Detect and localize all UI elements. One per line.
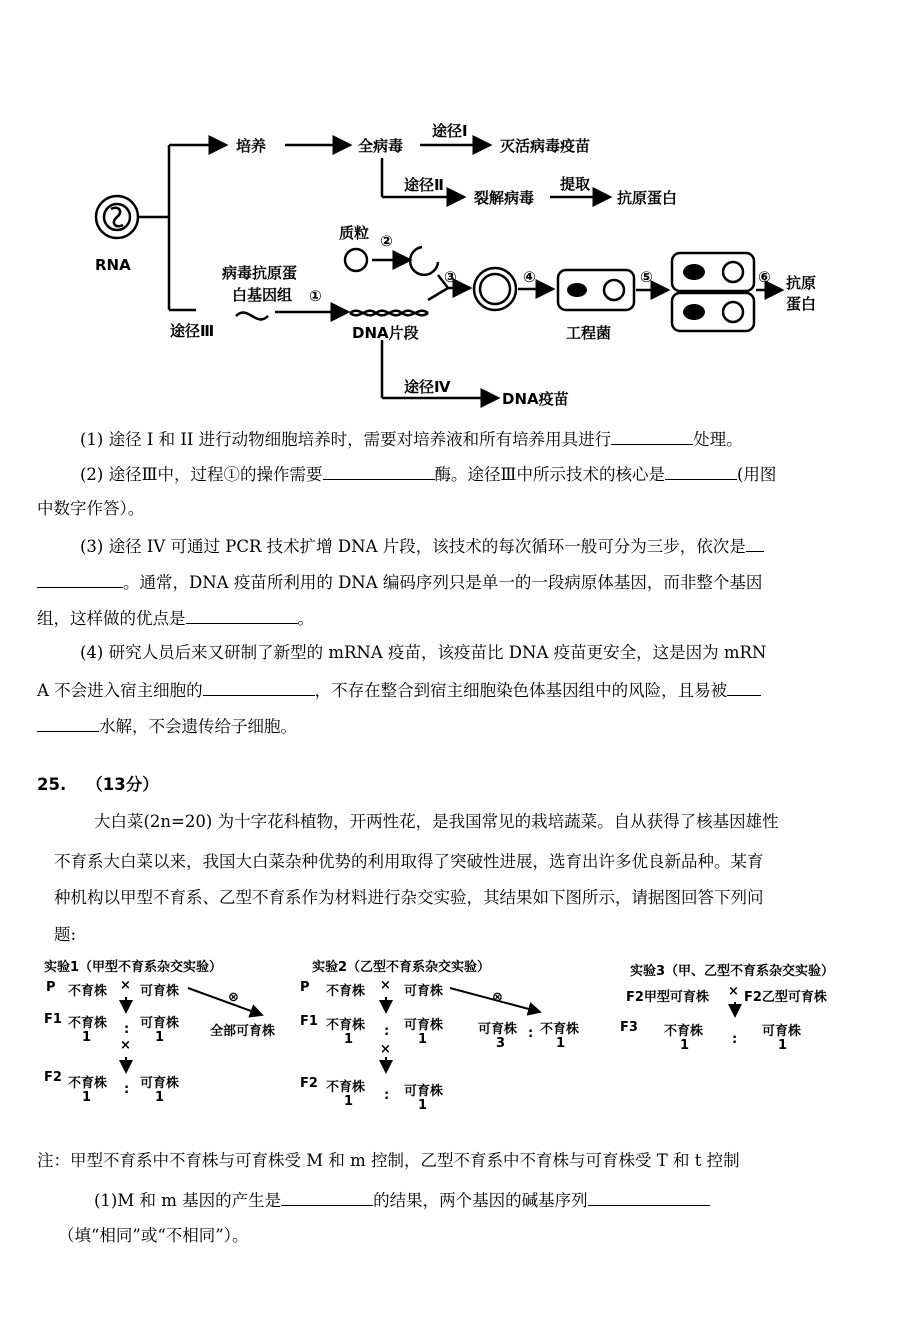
exp2-cross-2: × bbox=[380, 1042, 391, 1057]
exp3-f3-sterile-ratio: 1 bbox=[680, 1038, 690, 1053]
exp1-f2-fertile-ratio: 1 bbox=[155, 1090, 165, 1105]
dna-fragment-label: DNA片段 bbox=[352, 324, 419, 342]
exp2-f1-fertile-ratio: 1 bbox=[418, 1032, 428, 1047]
answer-blank[interactable] bbox=[727, 679, 761, 696]
q25-intro-3: 种机构以甲型不育系、乙型不育系作为材料进行杂交实验，其结果如下图所示，请据图回答下列问 bbox=[54, 888, 764, 907]
exp1-f1-sterile: 不育株 bbox=[68, 1016, 108, 1031]
vaccine-pathway-diagram bbox=[0, 0, 900, 420]
exp1-f1-sterile-ratio: 1 bbox=[82, 1030, 92, 1045]
exp1-f2-sterile: 不育株 bbox=[68, 1076, 108, 1091]
answer-blank[interactable] bbox=[588, 1189, 710, 1206]
exp3-cross: × bbox=[728, 984, 739, 999]
exp1-all-fertile: 全部可育株 bbox=[210, 1024, 276, 1039]
answer-blank[interactable] bbox=[281, 1189, 373, 1206]
exp1-cross-2: × bbox=[120, 1038, 131, 1053]
exp2-self-fertile: 可育株 bbox=[478, 1022, 518, 1037]
path3-label: 途径Ⅲ bbox=[170, 322, 215, 340]
exp2-self-fertile-ratio: 3 bbox=[496, 1036, 506, 1051]
exp2-f2-fertile: 可育株 bbox=[404, 1084, 444, 1099]
exp3-f3-colon: : bbox=[732, 1032, 738, 1047]
q24-line-9: 水解，不会遗传给子细胞。 bbox=[37, 715, 297, 737]
q24-line-2: (2) 途径Ⅲ中，过程①的操作需要 酶。途径Ⅲ中所示技术的核心是 (用图 bbox=[80, 465, 777, 484]
answer-blank[interactable] bbox=[203, 679, 315, 696]
engineered-bacteria-label: 工程菌 bbox=[566, 324, 612, 342]
q25-intro-1: 大白菜(2n=20) 为十字花科植物，开两性花，是我国常见的栽培蔬菜。自从获得了核基因雄性 bbox=[94, 812, 779, 831]
q24-line-6: 组，这样做的优点是 。 bbox=[37, 609, 314, 628]
exp2-cross: × bbox=[380, 978, 391, 993]
exp1-p-sterile: 不育株 bbox=[68, 984, 108, 999]
exp2-f1-label: F1 bbox=[300, 1014, 318, 1029]
exp3-title: 实验3（甲、乙型不育系杂交实验） bbox=[630, 964, 835, 979]
exp2-p-label: P bbox=[300, 980, 310, 995]
exp2-f1-sterile-ratio: 1 bbox=[344, 1032, 354, 1047]
exp2-self-colon: : bbox=[528, 1026, 534, 1041]
q25-intro-4: 题: bbox=[54, 925, 77, 944]
antigen-protein-label: 抗原蛋白 bbox=[617, 189, 678, 207]
exp2-f2-colon: : bbox=[384, 1088, 390, 1103]
step4-label: ④ bbox=[523, 268, 536, 286]
q24-line-5: 。通常，DNA 疫苗所利用的 DNA 编码序列只是单一的一段病原体基因，而非整个基因 bbox=[37, 571, 762, 593]
step5-label: ⑤ bbox=[640, 268, 653, 286]
culture-label: 培养 bbox=[236, 137, 267, 155]
answer-blank[interactable] bbox=[37, 715, 99, 732]
exp3-type-a: F2甲型可育株 bbox=[626, 990, 709, 1005]
exp3-f3-sterile: 不育株 bbox=[664, 1024, 704, 1039]
exp3-f3-label: F3 bbox=[620, 1020, 638, 1035]
exp1-title: 实验1（甲型不育系杂交实验） bbox=[44, 960, 223, 975]
gene-label-2: 白基因组 bbox=[232, 286, 293, 304]
q25-question-1: (1)M 和 m 基因的产生是 的结果，两个基因的碱基序列 bbox=[94, 1189, 710, 1211]
exp2-title: 实验2（乙型不育系杂交实验） bbox=[312, 960, 491, 975]
q24-line-8: A 不会进入宿主细胞的 ，不存在整合到宿主细胞染色体基因组中的风险，且易被 bbox=[37, 679, 761, 701]
exp2-p-fertile: 可育株 bbox=[404, 984, 444, 999]
step6-label: ⑥ bbox=[758, 268, 771, 286]
exp3-f3-fertile-ratio: 1 bbox=[778, 1038, 788, 1053]
exp1-cross: × bbox=[120, 978, 131, 993]
q24-line-4: (3) 途径 IV 可通过 PCR 技术扩增 DNA 片段，该技术的每次循环一般可分为三步，依次是 bbox=[80, 535, 764, 557]
exp2-f1-sterile: 不育株 bbox=[326, 1018, 366, 1033]
exp1-f2-fertile: 可育株 bbox=[140, 1076, 180, 1091]
exp1-f1-label: F1 bbox=[44, 1012, 62, 1027]
q25-intro-2: 不育系大白菜以来，我国大白菜杂种优势的利用取得了突破性进展，选育出许多优良新品种。某育 bbox=[54, 852, 764, 871]
exp1-f2-colon: : bbox=[124, 1082, 130, 1097]
q25-question-1-hint: （填“相同”或“不相同”）。 bbox=[58, 1226, 249, 1245]
answer-blank[interactable] bbox=[323, 463, 435, 480]
antigen-label-1: 抗原 bbox=[786, 274, 817, 292]
answer-blank[interactable] bbox=[186, 607, 298, 624]
exp2-p-sterile: 不育株 bbox=[326, 984, 366, 999]
rna-label: RNA bbox=[95, 256, 131, 274]
diagram-lines bbox=[0, 0, 900, 420]
exp2-f1-fertile: 可育株 bbox=[404, 1018, 444, 1033]
experiments-diagram bbox=[0, 950, 900, 1120]
exp2-self-sterile-ratio: 1 bbox=[556, 1036, 566, 1051]
path4-label: 途径Ⅳ bbox=[404, 378, 451, 396]
lysed-virus-label: 裂解病毒 bbox=[474, 189, 535, 207]
exp1-f2-label: F2 bbox=[44, 1070, 62, 1085]
exp3-f3-fertile: 可育株 bbox=[762, 1024, 802, 1039]
path2-label: 途径Ⅱ bbox=[404, 176, 444, 194]
answer-blank[interactable] bbox=[37, 571, 123, 588]
exp2-f1-colon: : bbox=[384, 1024, 390, 1039]
exp2-f2-sterile-ratio: 1 bbox=[344, 1094, 354, 1109]
step1-label: ① bbox=[309, 287, 322, 305]
whole-virus-label: 全病毒 bbox=[358, 137, 404, 155]
q24-line-3: 中数字作答）。 bbox=[37, 499, 145, 518]
exp1-self: ⊗ bbox=[228, 990, 239, 1005]
exp2-f2-sterile: 不育株 bbox=[326, 1080, 366, 1095]
exp1-f1-fertile-ratio: 1 bbox=[155, 1030, 165, 1045]
exp2-self: ⊗ bbox=[492, 990, 503, 1005]
exp1-p-fertile: 可育株 bbox=[140, 984, 180, 999]
path1-label: 途径Ⅰ bbox=[432, 122, 468, 140]
inactivated-vaccine-label: 灭活病毒疫苗 bbox=[500, 137, 591, 155]
exp1-f1-fertile: 可育株 bbox=[140, 1016, 180, 1031]
antigen-label-2: 蛋白 bbox=[786, 295, 817, 313]
gene-label-1: 病毒抗原蛋 bbox=[222, 264, 298, 282]
answer-blank[interactable] bbox=[746, 535, 764, 552]
exp1-p-label: P bbox=[46, 980, 56, 995]
dna-vaccine-label: DNA疫苗 bbox=[502, 390, 569, 408]
step2-label: ② bbox=[380, 232, 393, 250]
exp2-f2-label: F2 bbox=[300, 1076, 318, 1091]
q24-line-1: (1) 途径 I 和 II 进行动物细胞培养时，需要对培养液和所有培养用具进行 处理。 bbox=[80, 430, 743, 449]
exp1-f1-colon: : bbox=[124, 1022, 130, 1037]
exp3-type-b: F2乙型可育株 bbox=[744, 990, 827, 1005]
extract-label: 提取 bbox=[560, 175, 591, 193]
exp2-self-sterile: 不育株 bbox=[540, 1022, 580, 1037]
answer-blank[interactable] bbox=[611, 428, 693, 445]
plasmid-label: 质粒 bbox=[339, 224, 370, 242]
q25-number: 25. （13分） bbox=[37, 775, 159, 794]
q25-note: 注：甲型不育系中不育株与可育株受 M 和 m 控制，乙型不育系中不育株与可育株受 T 和 t 控制 bbox=[37, 1151, 740, 1170]
q24-line-7: (4) 研究人员后来又研制了新型的 mRNA 疫苗，该疫苗比 DNA 疫苗更安全，这是因为 mRN bbox=[80, 643, 767, 662]
exp2-f2-fertile-ratio: 1 bbox=[418, 1098, 428, 1113]
step3-label: ③ bbox=[444, 268, 457, 286]
answer-blank[interactable] bbox=[665, 463, 737, 480]
exp1-f2-sterile-ratio: 1 bbox=[82, 1090, 92, 1105]
